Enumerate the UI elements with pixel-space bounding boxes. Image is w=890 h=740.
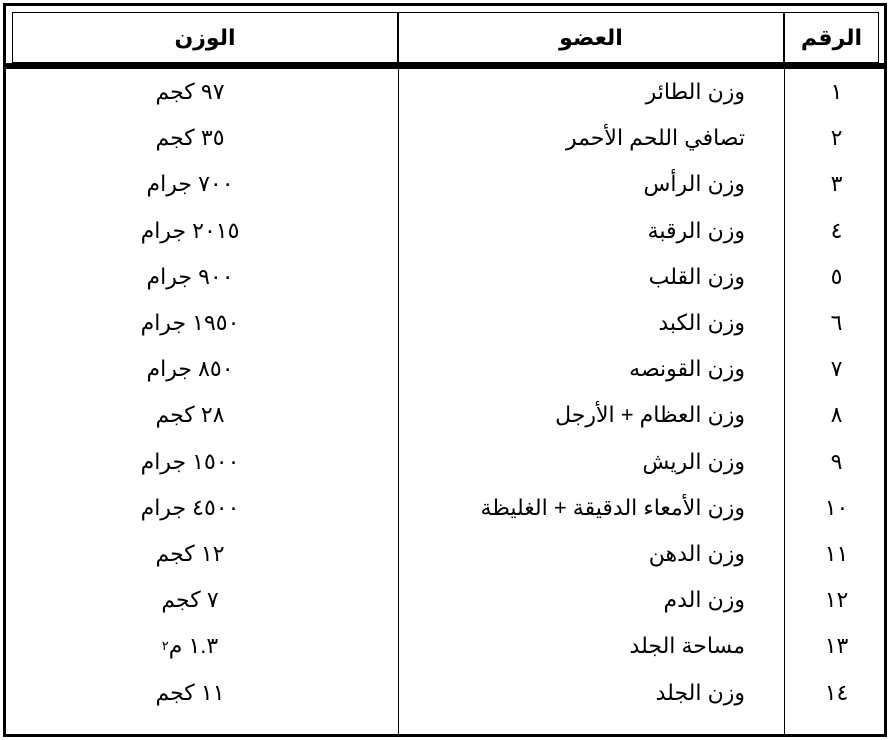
cell-weight-value: ٨٥٠ جرام <box>146 356 234 382</box>
cell-organ: وزن الرقبة <box>647 217 745 243</box>
cell-organ: وزن الرأس <box>643 171 745 197</box>
cell-weight-value: ٩٧ كجم <box>155 79 225 104</box>
cell-number: ٣ <box>830 171 843 197</box>
cell-organ: وزن العظام + الأرجل <box>555 402 745 428</box>
cell-weight <box>6 439 404 485</box>
cell-organ: وزن الدم <box>663 587 745 613</box>
cell-weight-superscript: ٢ <box>161 638 169 654</box>
header-number: الرقم <box>784 12 879 63</box>
header-organ: العضو <box>398 12 784 63</box>
cell-weight-value: ٣٥ كجم <box>155 125 225 151</box>
cell-organ: وزن الطائر <box>645 79 745 104</box>
cell-organ: وزن القلب <box>648 263 745 289</box>
cell-organ: مساحة الجلد <box>629 633 745 659</box>
table-row <box>6 623 884 669</box>
table-row <box>6 392 884 438</box>
cell-weight-value: ١٢ كجم <box>155 541 225 566</box>
cell-weight-value: ٧٠٠ جرام <box>146 171 234 197</box>
cell-number: ١ <box>830 79 843 104</box>
cell-weight <box>6 670 404 716</box>
cell-number: ٥ <box>830 263 843 289</box>
table-row <box>6 161 884 207</box>
cell-weight-value: ١١ كجم <box>155 679 225 705</box>
cell-weight-value: ٤٥٠٠ جرام <box>140 494 240 520</box>
header-weight: الوزن <box>12 12 398 63</box>
cell-weight-value: ٩٠٠ جرام <box>146 263 234 289</box>
table-row <box>6 485 884 531</box>
cell-weight-value: ٢٨ كجم <box>155 402 225 428</box>
table-header <box>6 6 884 69</box>
cell-number: ٦ <box>830 310 843 335</box>
table-row <box>6 531 884 577</box>
cell-weight-value: ١٥٠٠ جرام <box>140 448 240 474</box>
cell-organ: وزن القونصه <box>629 356 745 382</box>
cell-weight <box>6 300 404 346</box>
cell-number: ٤ <box>830 217 843 243</box>
cell-weight <box>6 531 404 577</box>
cell-weight-value: ٢٠١٥ جرام <box>140 217 240 243</box>
cell-weight-value: ١٩٥٠ جرام <box>140 310 240 335</box>
cell-organ: وزن الجلد <box>655 679 745 705</box>
cell-number: ٢ <box>830 125 843 151</box>
cell-number: ١١ <box>824 541 849 566</box>
cell-weight-value: ٧ كجم <box>161 587 219 613</box>
table-row <box>6 254 884 300</box>
table-row <box>6 346 884 392</box>
cell-weight-value: ١.٣ م <box>168 633 219 659</box>
table-row <box>6 69 884 115</box>
cell-number: ١٤ <box>824 679 849 705</box>
cell-organ: وزن الكبد <box>658 310 745 335</box>
cell-weight <box>6 577 404 623</box>
cell-weight <box>6 208 404 254</box>
table-row <box>6 439 884 485</box>
cell-organ: وزن الريش <box>642 448 745 474</box>
cell-weight <box>6 485 404 531</box>
cell-weight <box>6 161 404 207</box>
cell-number: ٨ <box>830 402 843 428</box>
cell-weight <box>6 392 404 438</box>
table-row <box>6 670 884 716</box>
cell-weight <box>6 346 404 392</box>
cell-organ: تصافي اللحم الأحمر <box>565 125 745 151</box>
cell-weight <box>6 115 404 161</box>
cell-number: ٧ <box>830 356 843 382</box>
data-table <box>6 6 884 734</box>
cell-number: ١٢ <box>824 587 849 613</box>
cell-weight <box>6 69 404 115</box>
table-row <box>6 577 884 623</box>
cell-number: ١٣ <box>824 633 849 659</box>
cell-organ: وزن الأمعاء الدقيقة + الغليظة <box>480 494 745 520</box>
table-row <box>6 208 884 254</box>
cell-weight <box>6 623 404 669</box>
cell-weight <box>6 254 404 300</box>
cell-number: ١٠ <box>824 494 849 520</box>
table-row <box>6 300 884 346</box>
table-frame <box>3 3 887 737</box>
cell-number: ٩ <box>830 448 843 474</box>
table-row <box>6 115 884 161</box>
cell-organ: وزن الدهن <box>648 541 745 566</box>
